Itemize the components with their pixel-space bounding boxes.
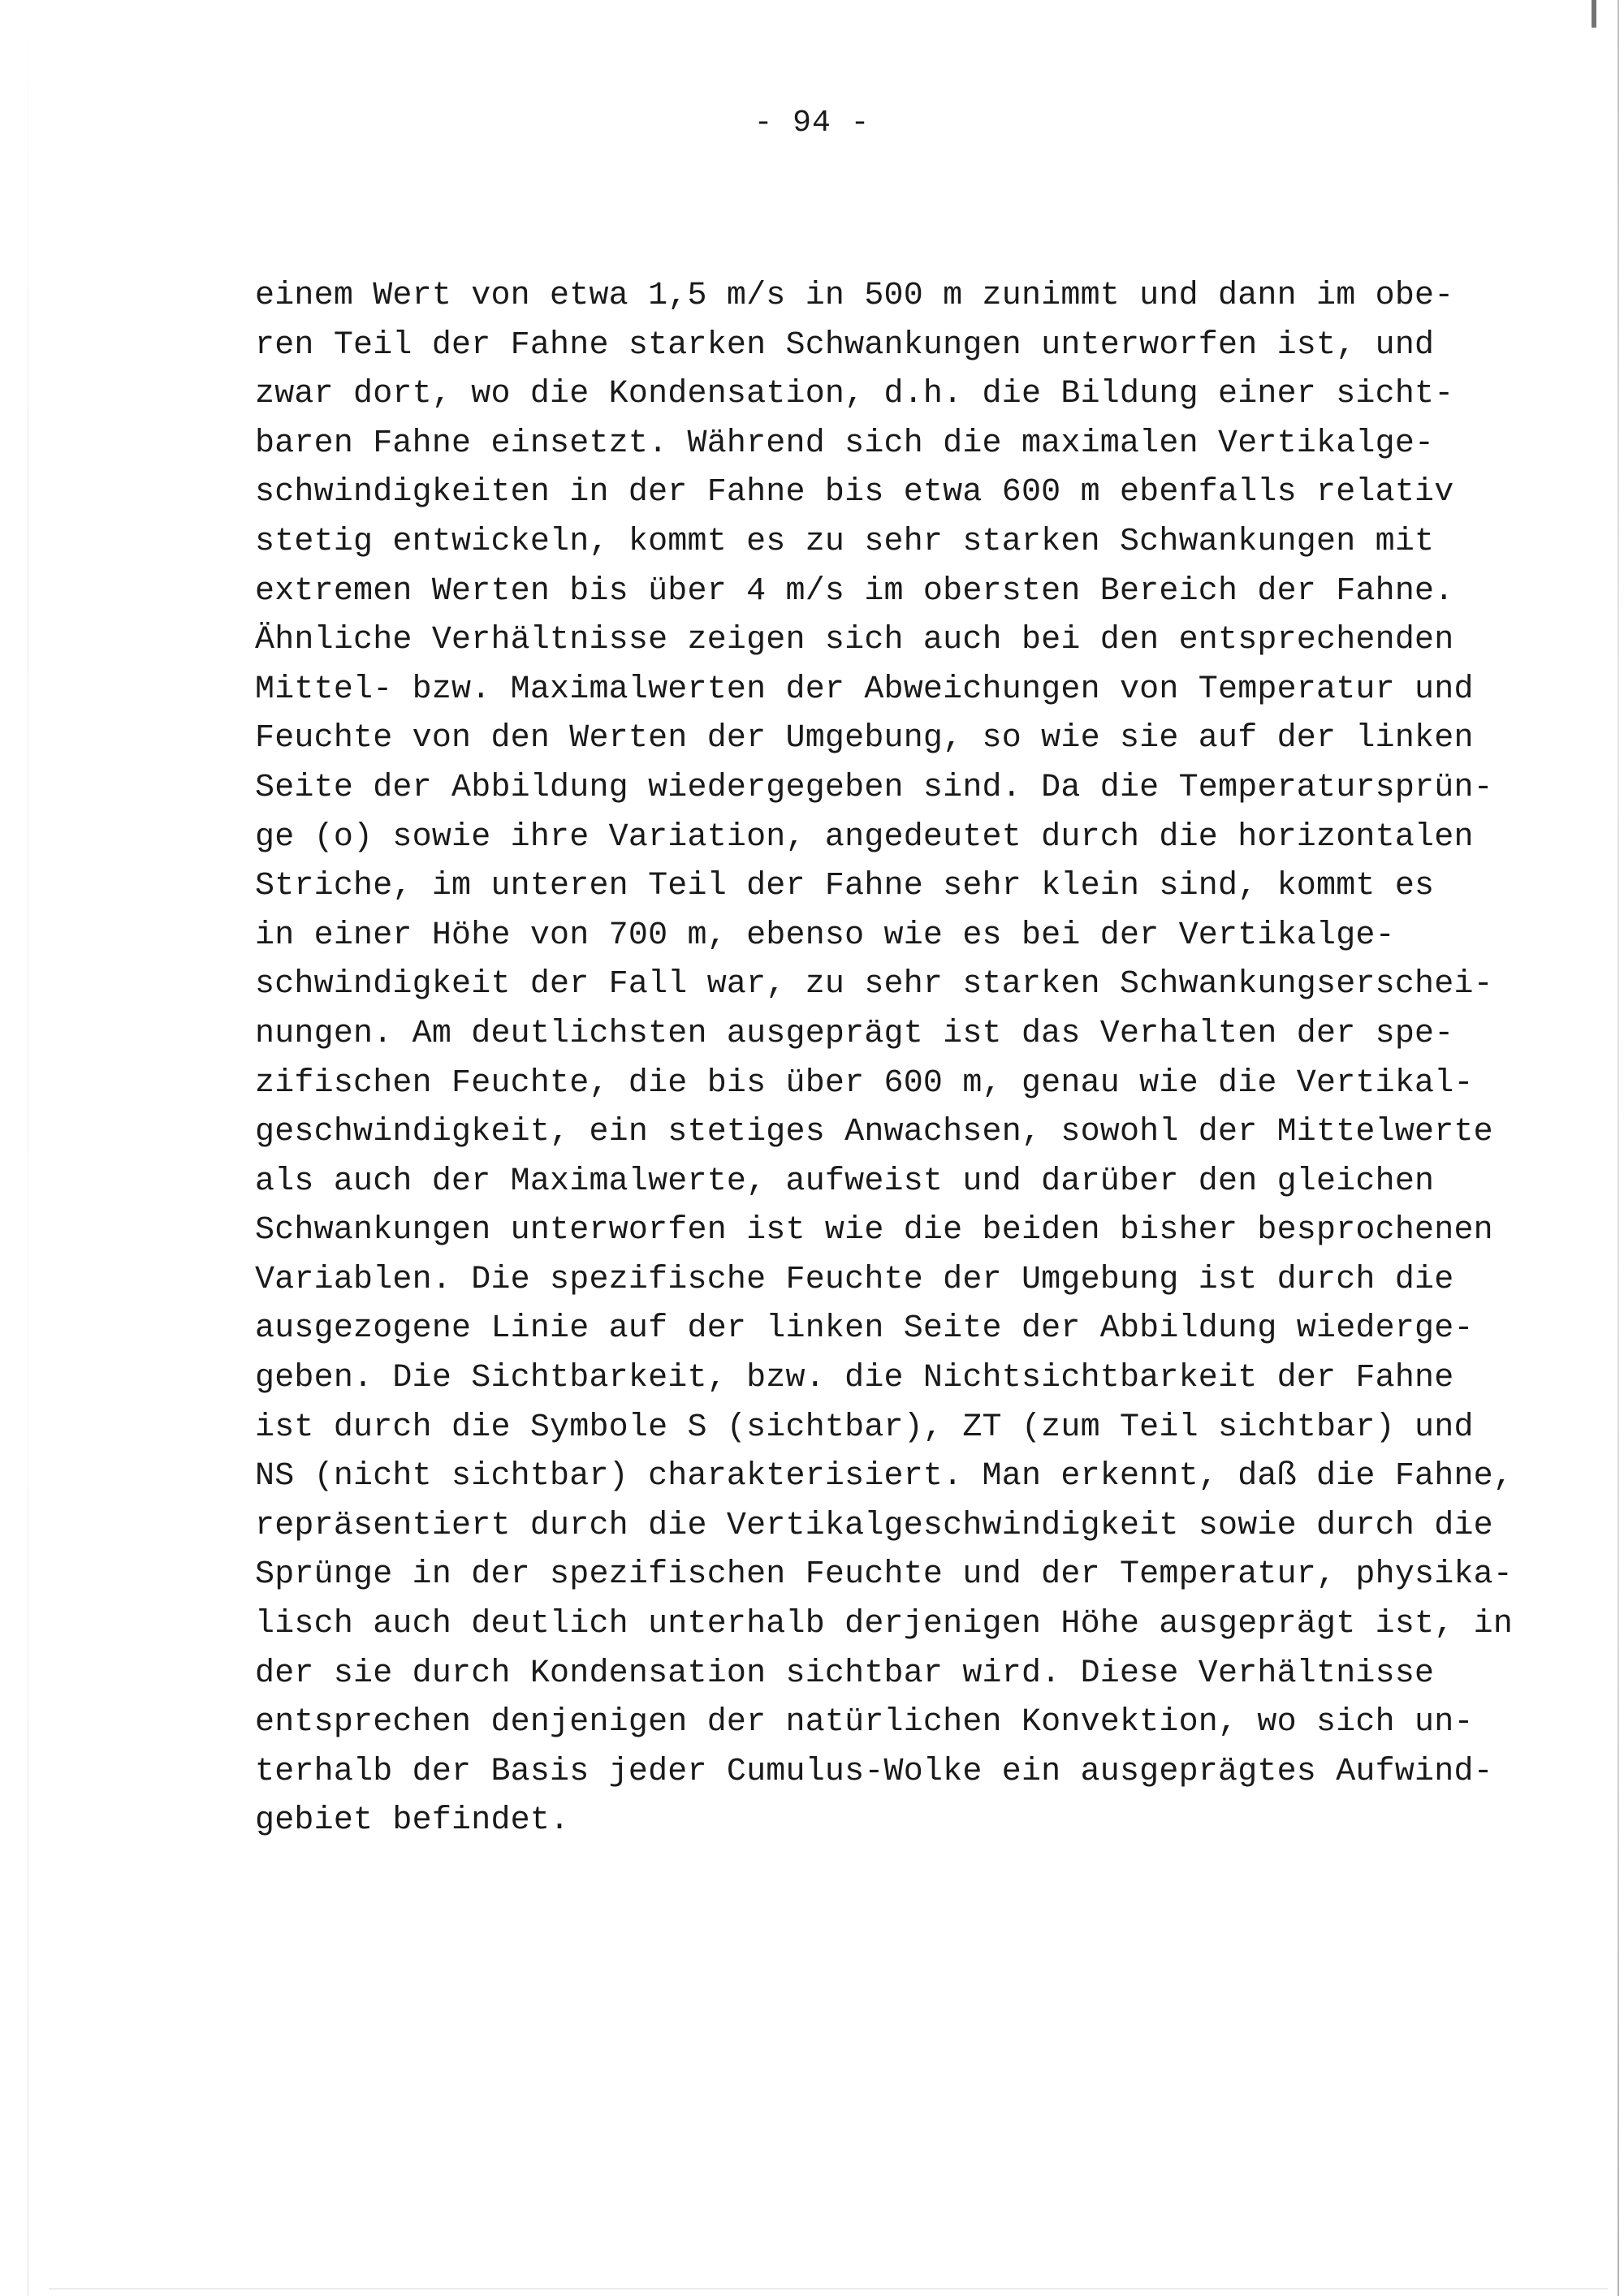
text-line: Seite der Abbildung wiedergegeben sind. Da die Temperatursprün- (255, 769, 1493, 806)
text-line: ist durch die Symbole S (sichtbar), ZT (zum Teil sichtbar) und (255, 1409, 1474, 1446)
text-line: extremen Werten bis über 4 m/s im obersten Bereich der Fahne. (255, 572, 1454, 610)
text-line: ren Teil der Fahne starken Schwankungen unterworfen ist, und (255, 326, 1435, 364)
text-line: lisch auch deutlich unterhalb derjenigen Höhe ausgeprägt ist, in (255, 1606, 1514, 1643)
scan-mark-top-right (1592, 0, 1596, 28)
text-line: zifischen Feuchte, die bis über 600 m, genau wie die Vertikal- (255, 1064, 1474, 1102)
text-line: geschwindigkeit, ein stetiges Anwachsen, sowohl der Mittelwerte (255, 1114, 1493, 1151)
text-line: stetig entwickeln, kommt es zu sehr starken Schwankungen mit (255, 523, 1435, 560)
text-line: schwindigkeiten in der Fahne bis etwa 600 m ebenfalls relativ (255, 474, 1454, 511)
body-paragraph (255, 272, 1522, 1846)
text-line: schwindigkeit der Fall war, zu sehr starken Schwankungserschei- (255, 966, 1493, 1003)
text-line: Mittel- bzw. Maximalwerten der Abweichungen von Temperatur und (255, 671, 1474, 708)
text-line: geben. Die Sichtbarkeit, bzw. die Nichtsichtbarkeit der Fahne (255, 1360, 1454, 1397)
text-line: Variablen. Die spezifische Feuchte der Umgebung ist durch die (255, 1261, 1454, 1298)
text-line: in einer Höhe von 700 m, ebenso wie es bei der Vertikalge- (255, 917, 1395, 954)
scan-edge-bottom (49, 2288, 1608, 2290)
text-line: einem Wert von etwa 1,5 m/s in 500 m zunimmt und dann im obe- (255, 278, 1454, 314)
text-line: Schwankungen unterworfen ist wie die beiden bisher besprochenen (255, 1212, 1493, 1249)
text-line: Ähnliche Verhältnisse zeigen sich auch bei den entsprechenden (255, 622, 1454, 659)
text-line: als auch der Maximalwerte, aufweist und darüber den gleichen (255, 1163, 1435, 1200)
text-line: baren Fahne einsetzt. Während sich die maximalen Vertikalge- (255, 425, 1435, 462)
text-line: der sie durch Kondensation sichtbar wird. Diese Verhältnisse (255, 1655, 1435, 1692)
text-line: zwar dort, wo die Kondensation, d.h. die Bildung einer sicht- (255, 376, 1454, 413)
text-line: gebiet befindet. (255, 1802, 570, 1840)
text-line: terhalb der Basis jeder Cumulus-Wolke ein ausgeprägtes Aufwind- (255, 1753, 1493, 1790)
text-line: Striche, im unteren Teil der Fahne sehr klein sind, kommt es (255, 868, 1435, 905)
text-line: Sprünge in der spezifischen Feuchte und der Temperatur, physika- (255, 1556, 1514, 1594)
text-line: nungen. Am deutlichsten ausgeprägt ist das Verhalten der spe- (255, 1015, 1454, 1052)
page-number: - 94 - (754, 106, 870, 140)
text-line: repräsentiert durch die Vertikalgeschwindigkeit sowie durch die (255, 1507, 1493, 1544)
text-line: ausgezogene Linie auf der linken Seite der Abbildung wiederge- (255, 1310, 1474, 1348)
text-line: entsprechen denjenigen der natürlichen Konvektion, wo sich un- (255, 1704, 1474, 1741)
text-line: NS (nicht sichtbar) charakterisiert. Man erkennt, daß die Fahne, (255, 1458, 1514, 1495)
text-line: Feuchte von den Werten der Umgebung, so wie sie auf der linken (255, 720, 1474, 757)
scan-edge-right (1618, 0, 1619, 2296)
text-line: ge (o) sowie ihre Variation, angedeutet durch die horizontalen (255, 818, 1474, 856)
